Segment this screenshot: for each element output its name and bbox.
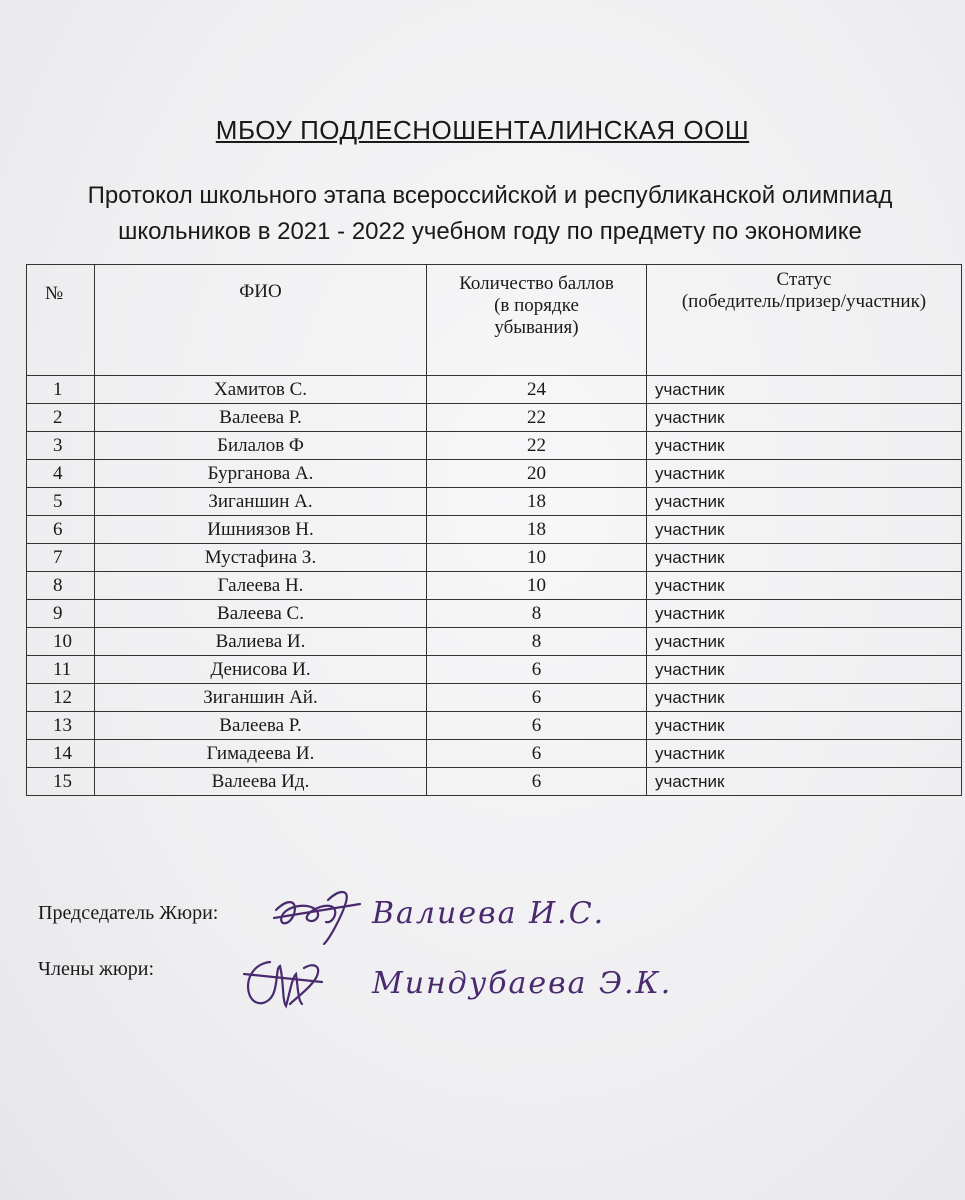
row-number: 9 — [27, 600, 95, 628]
row-score: 6 — [427, 740, 647, 768]
row-fio: Бурганова А. — [95, 460, 427, 488]
row-score: 18 — [427, 516, 647, 544]
chair-label: Председатель Жюри: — [38, 902, 219, 924]
col-header-status-line-1: Статус — [776, 269, 832, 290]
row-number: 6 — [27, 516, 95, 544]
row-status: участник — [647, 404, 962, 432]
protocol-title-line-1: Протокол школьного этапа всероссийской и республиканской олимпиад — [87, 182, 893, 209]
row-status: участник — [647, 544, 962, 572]
row-status: участник — [647, 516, 962, 544]
table-row — [27, 432, 962, 460]
row-fio: Хамитов С. — [95, 376, 427, 404]
row-score: 6 — [427, 656, 647, 684]
table-row — [27, 684, 962, 712]
results-table — [26, 264, 962, 796]
row-fio: Ишниязов Н. — [95, 516, 427, 544]
row-fio: Зиганшин Ай. — [95, 684, 427, 712]
table-row — [27, 600, 962, 628]
row-fio: Зиганшин А. — [95, 488, 427, 516]
row-status: участник — [647, 768, 962, 796]
row-status: участник — [647, 572, 962, 600]
row-score: 10 — [427, 544, 647, 572]
row-fio: Билалов Ф — [95, 432, 427, 460]
row-fio: Валеева Р. — [95, 712, 427, 740]
row-status: участник — [647, 628, 962, 656]
col-header-score-line-3: убывания) — [494, 317, 579, 338]
row-status: участник — [647, 712, 962, 740]
table-row — [27, 404, 962, 432]
row-score: 6 — [427, 768, 647, 796]
row-score: 22 — [427, 432, 647, 460]
col-header-score — [427, 265, 647, 376]
row-score: 22 — [427, 404, 647, 432]
row-status: участник — [647, 488, 962, 516]
member-name-handwritten: Миндубаева Э.К. — [372, 966, 673, 1001]
row-fio: Валеева Ид. — [95, 768, 427, 796]
row-score: 6 — [427, 684, 647, 712]
row-score: 20 — [427, 460, 647, 488]
row-number: 10 — [27, 628, 95, 656]
table-row — [27, 544, 962, 572]
col-header-status-line-2: (победитель/призер/участник) — [681, 291, 927, 312]
row-status: участник — [647, 740, 962, 768]
table-header-row — [27, 265, 962, 376]
chair-signature-mark — [268, 880, 368, 950]
table-row — [27, 712, 962, 740]
row-status: участник — [647, 432, 962, 460]
table-row — [27, 740, 962, 768]
row-number: 15 — [27, 768, 95, 796]
row-number: 14 — [27, 740, 95, 768]
col-header-score-line-2: (в порядке — [494, 295, 579, 316]
row-score: 6 — [427, 712, 647, 740]
row-number: 1 — [27, 376, 95, 404]
row-fio: Мустафина З. — [95, 544, 427, 572]
row-status: участник — [647, 376, 962, 404]
row-score: 24 — [427, 376, 647, 404]
col-header-score-line-1: Количество баллов — [459, 273, 614, 294]
row-score: 18 — [427, 488, 647, 516]
row-number: 12 — [27, 684, 95, 712]
row-fio: Валеева Р. — [95, 404, 427, 432]
row-number: 3 — [27, 432, 95, 460]
table-row — [27, 516, 962, 544]
protocol-title — [30, 178, 950, 250]
col-header-status — [647, 265, 962, 376]
row-fio: Гимадеева И. — [95, 740, 427, 768]
table-body — [27, 376, 962, 796]
member-signature-mark — [240, 952, 330, 1022]
row-score: 10 — [427, 572, 647, 600]
row-fio: Валиева И. — [95, 628, 427, 656]
members-label: Члены жюри: — [38, 958, 155, 980]
table-row — [27, 460, 962, 488]
row-number: 7 — [27, 544, 95, 572]
row-number: 11 — [27, 656, 95, 684]
table-row — [27, 376, 962, 404]
row-status: участник — [647, 684, 962, 712]
row-score: 8 — [427, 628, 647, 656]
row-status: участник — [647, 656, 962, 684]
row-number: 5 — [27, 488, 95, 516]
col-header-fio: ФИО — [95, 265, 427, 376]
table-row — [27, 768, 962, 796]
table-row — [27, 572, 962, 600]
protocol-title-line-2: школьников в 2021 - 2022 учебном году по предмету по экономике — [118, 218, 862, 245]
row-fio: Галеева Н. — [95, 572, 427, 600]
row-fio: Валеева С. — [95, 600, 427, 628]
row-status: участник — [647, 600, 962, 628]
table-row — [27, 488, 962, 516]
row-score: 8 — [427, 600, 647, 628]
row-status: участник — [647, 460, 962, 488]
row-number: 13 — [27, 712, 95, 740]
chair-name-handwritten: Валиева И.С. — [372, 896, 606, 931]
row-number: 4 — [27, 460, 95, 488]
table-row — [27, 628, 962, 656]
school-title: МБОУ ПОДЛЕСНОШЕНТАЛИНСКАЯ ООШ — [215, 115, 750, 145]
table-row — [27, 656, 962, 684]
row-number: 8 — [27, 572, 95, 600]
row-number: 2 — [27, 404, 95, 432]
row-fio: Денисова И. — [95, 656, 427, 684]
col-header-number: № — [27, 265, 95, 376]
